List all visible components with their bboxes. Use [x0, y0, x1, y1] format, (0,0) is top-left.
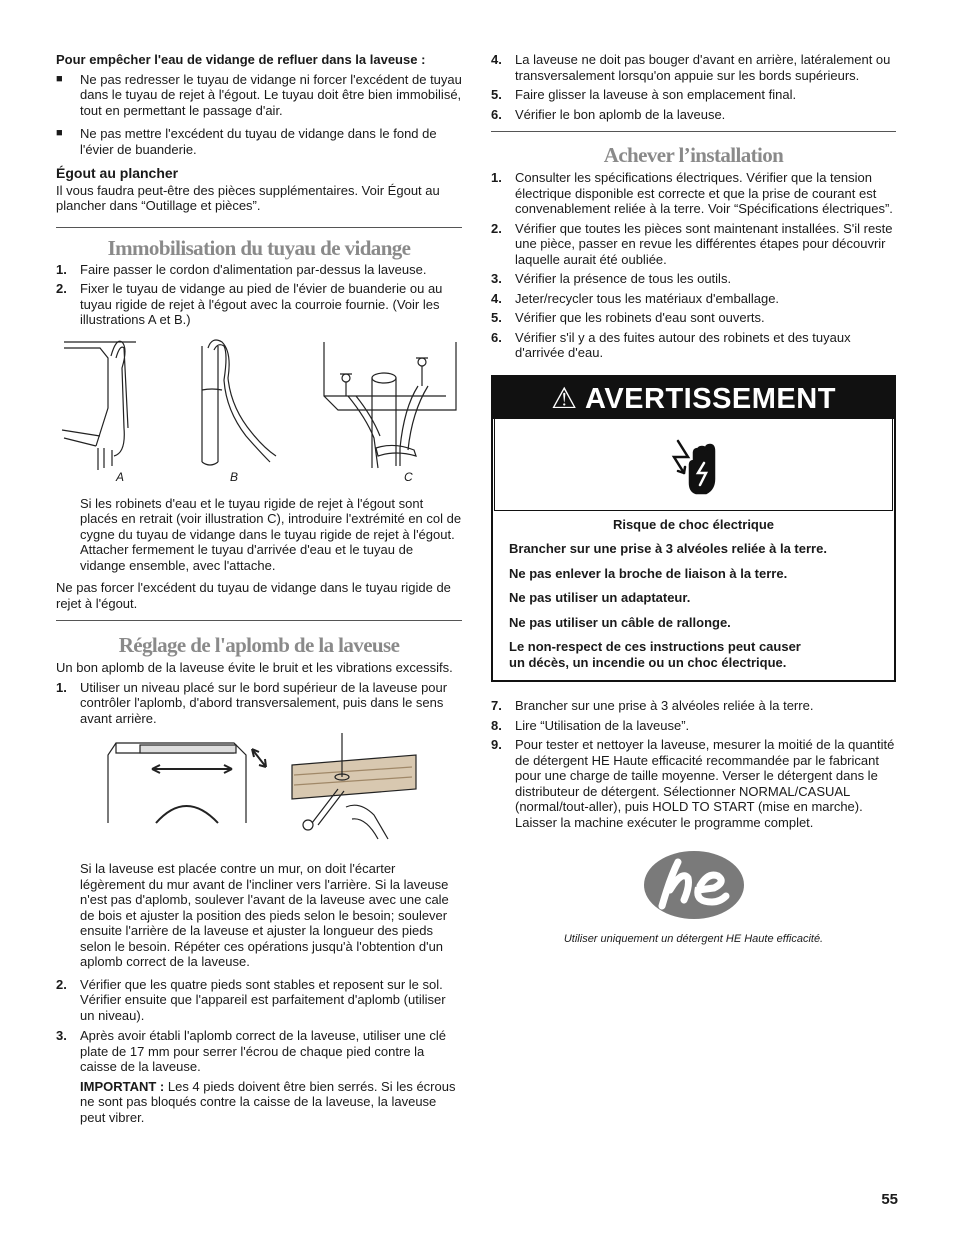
floor-drain-heading: Égout au plancher	[56, 165, 179, 181]
warning-header: ⚠ AVERTISSEMENT	[493, 377, 894, 419]
right-column	[491, 52, 896, 947]
warning-line: Ne pas enlever la broche de liaison à la terre.	[509, 565, 788, 581]
list-item: 2. Vérifier que toutes les pièces sont maintenant installées. S'il reste une pièce, passer en revue les différentes étapes pour découvrir laquelle aurait été oubliée.	[491, 220, 893, 267]
goose-neck-paragraph: Si les robinets d'eau et le tuyau rigide de rejet à l'égout sont placés en retrait (voir illustration C), introduire l'extrémité en col de cygne du tuyau de vidange dans le tuyau rigide de rejet à l'égout. Attacher fermement le tuyau d'arrivée d'eau et le tuyau de vidange ensemble, avec l'attache.	[80, 495, 462, 573]
warning-line: Brancher sur une prise à 3 alvéoles reliée à la terre.	[509, 541, 827, 556]
he-logo-icon	[642, 848, 746, 922]
page-number: 55	[881, 1191, 898, 1208]
list-item: 6. Vérifier le bon aplomb de la laveuse.	[491, 106, 726, 122]
he-logo-block	[491, 848, 896, 947]
list-item: 2. Fixer le tuyau de vidange au pied de l'évier de buanderie ou au tuyau rigide de rejet à l'égout avec la courroie fournie. (Voir les illustrations A et B.)	[56, 281, 443, 327]
list-item: 3. Après avoir établi l'aplomb correct de la laveuse, utiliser une clé plate de 17 mm pour serrer l'écrou de chaque pied contre la caisse de la laveuse.	[56, 1028, 446, 1074]
leveling-paragraph: Si la laveuse est placée contre un mur, on doit l'écarter légèrement du mur avant de l'incliner vers l'arrière. Si la laveuse n'est pas d'aplomb, soulever l'avant de la laveuse avec une cale de bois et ajuster la position des pieds selon le besoin; soulever ensuite l'arrière de la laveuse et ajuster la longueur des pieds selon le besoin. Répéter ces opérations jusqu'à l'obtention d'un aplomb correct de la laveuse.	[80, 861, 449, 969]
important-note: IMPORTANT : Les 4 pieds doivent être bien serrés. Si les écrous ne sont pas bloqués contre la caisse de la laveuse, la laveuse peut vibrer.	[80, 1078, 456, 1125]
list-item: 2. Vérifier que les quatre pieds sont stables et reposent sur le sol. Vérifier ensuite que l'appareil est parfaitement d'aplomb (utiliser un niveau).	[56, 976, 446, 1023]
warning-triangle-icon: ⚠	[551, 382, 578, 415]
list-item: 9. Pour tester et nettoyer la laveuse, mesurer la moitié de la quantité de détergent HE Haute efficacité recommandée par le fabricant pour une charge de taille moyenne. Verser le détergent dans le distributeur de détergent. Sélectionner NORMAL/CASUAL (normal/tout-aller), puis HOLD TO START (mise en marche). Laisser la machine exécuter le programme complet.	[491, 737, 895, 830]
leveling-illustrations	[56, 729, 462, 861]
warning-box	[491, 375, 896, 683]
list-item: 1. Faire passer le cordon d'alimentation par-dessus la laveuse.	[56, 261, 427, 277]
leveling-intro: Un bon aplomb de la laveuse évite le bruit et les vibrations excessifs.	[56, 660, 453, 675]
left-column	[56, 52, 462, 1125]
list-item: 4. La laveuse ne doit pas bouger d'avant en arrière, latéralement ou transversalement lorsqu'on appuie sur les bords supérieurs.	[491, 52, 891, 83]
warning-body	[493, 511, 894, 681]
he-caption: Utiliser uniquement un détergent HE Haute efficacité.	[563, 932, 824, 945]
leveling-figure	[56, 729, 462, 859]
drain-hose-figure	[56, 338, 462, 488]
list-item: 6. Vérifier s'il y a des fuites autour des robinets et des tuyaux d'arrivée d'eau.	[491, 329, 851, 360]
warning-line: Ne pas utiliser un câble de rallonge.	[509, 614, 731, 630]
section-title-complete-install: Achever l’installation	[603, 143, 784, 167]
figure-label-b: B	[230, 469, 239, 484]
list-item: ■ Ne pas mettre l'excédent du tuyau de vidange dans le fond de l'évier de buanderie.	[56, 126, 437, 157]
drain-backflow-heading: Pour empêcher l'eau de vidange de refluer dans la laveuse :	[56, 52, 426, 67]
warning-icon-panel	[494, 419, 893, 511]
warning-risk: Risque de choc électrique	[612, 516, 775, 532]
section-title-leveling: Réglage de l'aplomb de la laveuse	[118, 633, 400, 657]
warning-consequence: Le non-respect de ces instructions peut causer un décès, un incendie ou un choc électrique.	[509, 639, 801, 670]
figure-label-a: A	[116, 469, 125, 484]
electric-shock-icon	[664, 429, 724, 499]
list-item: ■ Ne pas redresser le tuyau de vidange ni forcer l'excédent de tuyau dans le tuyau de rejet à l'égout. Le tuyau doit être bien immobilisé, tout en permettant le passage d'air.	[56, 71, 462, 118]
list-item: 5. Faire glisser la laveuse à son emplacement final.	[491, 87, 797, 102]
floor-drain-text: Il vous faudra peut-être des pièces supplémentaires. Voir Égout au plancher dans “Outillage et pièces”.	[56, 182, 440, 213]
list-item: 1. Utiliser un niveau placé sur le bord supérieur de la laveuse pour contrôler l'aplomb, d'abord transversalement, puis dans le sens avant arrière.	[56, 679, 448, 726]
secure-note: Ne pas forcer l'excédent du tuyau de vidange dans le tuyau rigide de rejet à l'égout.	[56, 580, 451, 611]
bullet-icon: ■	[56, 127, 63, 139]
list-item: 8. Lire “Utilisation de la laveuse”.	[491, 717, 690, 733]
list-item: 1. Consulter les spécifications électriques. Vérifier que la tension électrique disponible est correcte et que la prise de courant est convenablement reliée à la terre. Voir “Spécifications électriques”.	[491, 170, 893, 216]
warning-line: Ne pas utiliser un adaptateur.	[509, 590, 691, 605]
section-title-secure-hose: Immobilisation du tuyau de vidange	[107, 235, 411, 260]
list-item: 3. Vérifier la présence de tous les outils.	[491, 271, 732, 286]
bullet-icon: ■	[56, 72, 63, 85]
drain-hose-illustrations	[56, 338, 462, 508]
figure-label-c: C	[404, 469, 413, 484]
list-item: 5. Vérifier que les robinets d'eau sont ouverts.	[491, 310, 765, 325]
list-item: 4. Jeter/recycler tous les matériaux d'emballage.	[491, 290, 780, 306]
list-item: 7. Brancher sur une prise à 3 alvéoles reliée à la terre.	[491, 698, 814, 713]
